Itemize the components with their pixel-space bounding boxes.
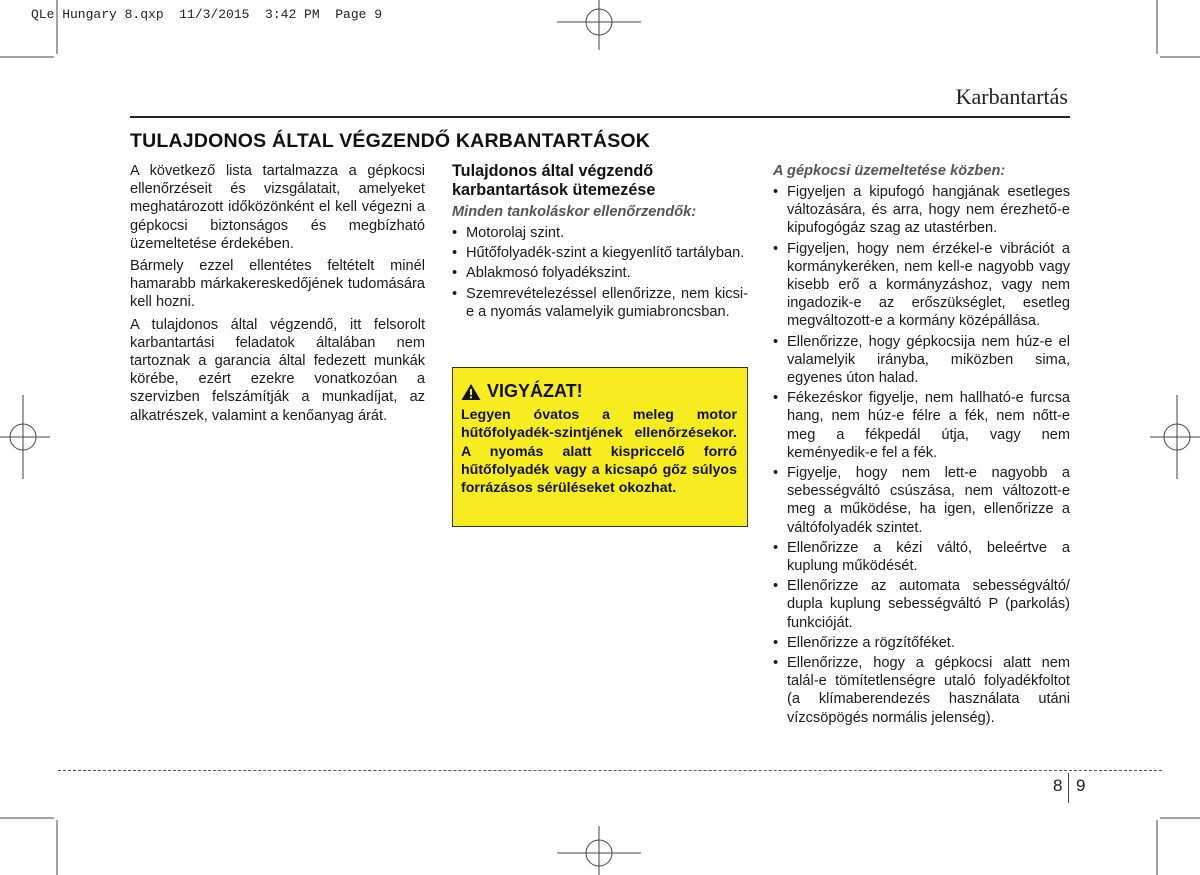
- registration-mark-bottom: [557, 826, 641, 875]
- list-item: • Ellenőrizze, hogy a gépkocsi alatt nem talál-e tömítetlenségre utaló folyadékfoltot (a klímaberendezés használata utáni vízcsöpögés normális jelenség).: [773, 654, 1070, 727]
- chapter-number: 8: [1053, 776, 1063, 795]
- section-header: Karbantartás: [955, 84, 1068, 109]
- list-item: • Ellenőrizze a kézi váltó, beleértve a kuplung működését.: [773, 539, 1070, 575]
- list-item: • Figyeljen a kipufogó hangjának esetleges változására, és arra, hogy nem érezhető-e kipufogógáz szag az utastérben.: [773, 183, 1070, 238]
- page-number: 9: [1076, 776, 1086, 795]
- refuel-checklist: [452, 224, 748, 321]
- page-number-separator: [1068, 773, 1069, 803]
- schedule-heading: Tulajdonos által végzendő karbantartások ütemezése: [452, 162, 656, 199]
- print-slug: QLe Hungary 8.qxp 11/3/2015 3:42 PM Page 9: [31, 7, 383, 22]
- operation-checklist: [773, 183, 1070, 727]
- list-item: • Szemrevételezéssel ellenőrizze, nem kicsi-e a nyomás valamelyik gumiabroncsban.: [452, 285, 748, 321]
- registration-mark-left: [0, 395, 50, 479]
- warning-text: Legyen óvatos a meleg motor hűtőfolyadék-szintjének ellenőrzésekor. A nyomás alatt kispriccelő forró hűtőfolyadék vagy a kicsapó gőz súlyos forrázásos sérüléseket okozhat.: [461, 407, 737, 497]
- refuel-subheading: Minden tankoláskor ellenőrzendők:: [452, 204, 697, 220]
- list-item: • Ablakmosó folyadékszint.: [452, 264, 748, 282]
- footer-dashed-rule: [58, 770, 1162, 771]
- list-item: • Motorolaj szint.: [452, 224, 748, 242]
- column-operation: [773, 162, 1070, 729]
- list-item: • Figyelje, hogy nem lett-e nagyobb a sebességváltó csúszása, nem változott-e meg a működése, ha igen, ellenőrizze a váltófolyadék szintet.: [773, 464, 1070, 537]
- list-item: • Hűtőfolyadék-szint a kiegyenlítő tartályban.: [452, 244, 748, 262]
- warning-title-row: [461, 381, 737, 402]
- column-schedule: [452, 162, 748, 323]
- list-item: • Ellenőrizze, hogy gépkocsija nem húz-e el valamelyik irányba, miközben sima, egyenes úton halad.: [773, 333, 1070, 388]
- operation-subheading: A gépkocsi üzemeltetése közben:: [773, 163, 1006, 179]
- page-title: TULAJDONOS ÁLTAL VÉGZENDŐ KARBANTARTÁSOK: [130, 130, 651, 152]
- list-item: • Figyeljen, hogy nem érzékel-e vibrációt a kormánykeréken, nem kell-e nagyobb vagy kisebb erő a kormányzáshoz, vagy nem ingadozik-e az erőszükséglet, esetleg megváltozott-e a kormány középállása.: [773, 240, 1070, 331]
- list-item: • Fékezéskor figyelje, nem hallható-e furcsa hang, nem húz-e félre a fék, nem nőtt-e meg a fékpedál útja, vagy nem keményedik-e fel a fék.: [773, 389, 1070, 462]
- list-item: • Ellenőrizze az automata sebességváltó/ dupla kuplung sebességváltó P (parkolás) funkcióját.: [773, 577, 1070, 632]
- list-item: • Ellenőrizze a rögzítőféket.: [773, 634, 1070, 652]
- warning-title: VIGYÁZAT!: [487, 381, 583, 401]
- intro-paragraph: Bármely ezzel ellentétes feltételt minél hamarabb márkakereskedőjének tudomására kell hozni.: [130, 258, 425, 311]
- intro-paragraph: A tulajdonos által végzendő, itt felsorolt karbantartási feladatok általában nem tartoznak a garancia által fedezett munkák körébe, ezért ezekre vonatkozóan a szervizben felszámítják a munkadíjat, az alkatrészek, valamint a kenőanyag árát.: [130, 316, 425, 424]
- warning-box: [452, 367, 748, 527]
- warning-triangle-icon: [461, 383, 481, 401]
- column-intro: [130, 162, 425, 429]
- registration-mark-right: [1150, 395, 1200, 479]
- header-rule: [130, 116, 1070, 118]
- intro-paragraph: A következő lista tartalmazza a gépkocsi ellenőrzéseit és vizsgálatait, amelyeket meghatározott időközönként el kell végezni a gépkocsi biztonságos és megbízható üzemeltetése érdekében.: [130, 163, 425, 252]
- registration-mark-top: [557, 0, 641, 50]
